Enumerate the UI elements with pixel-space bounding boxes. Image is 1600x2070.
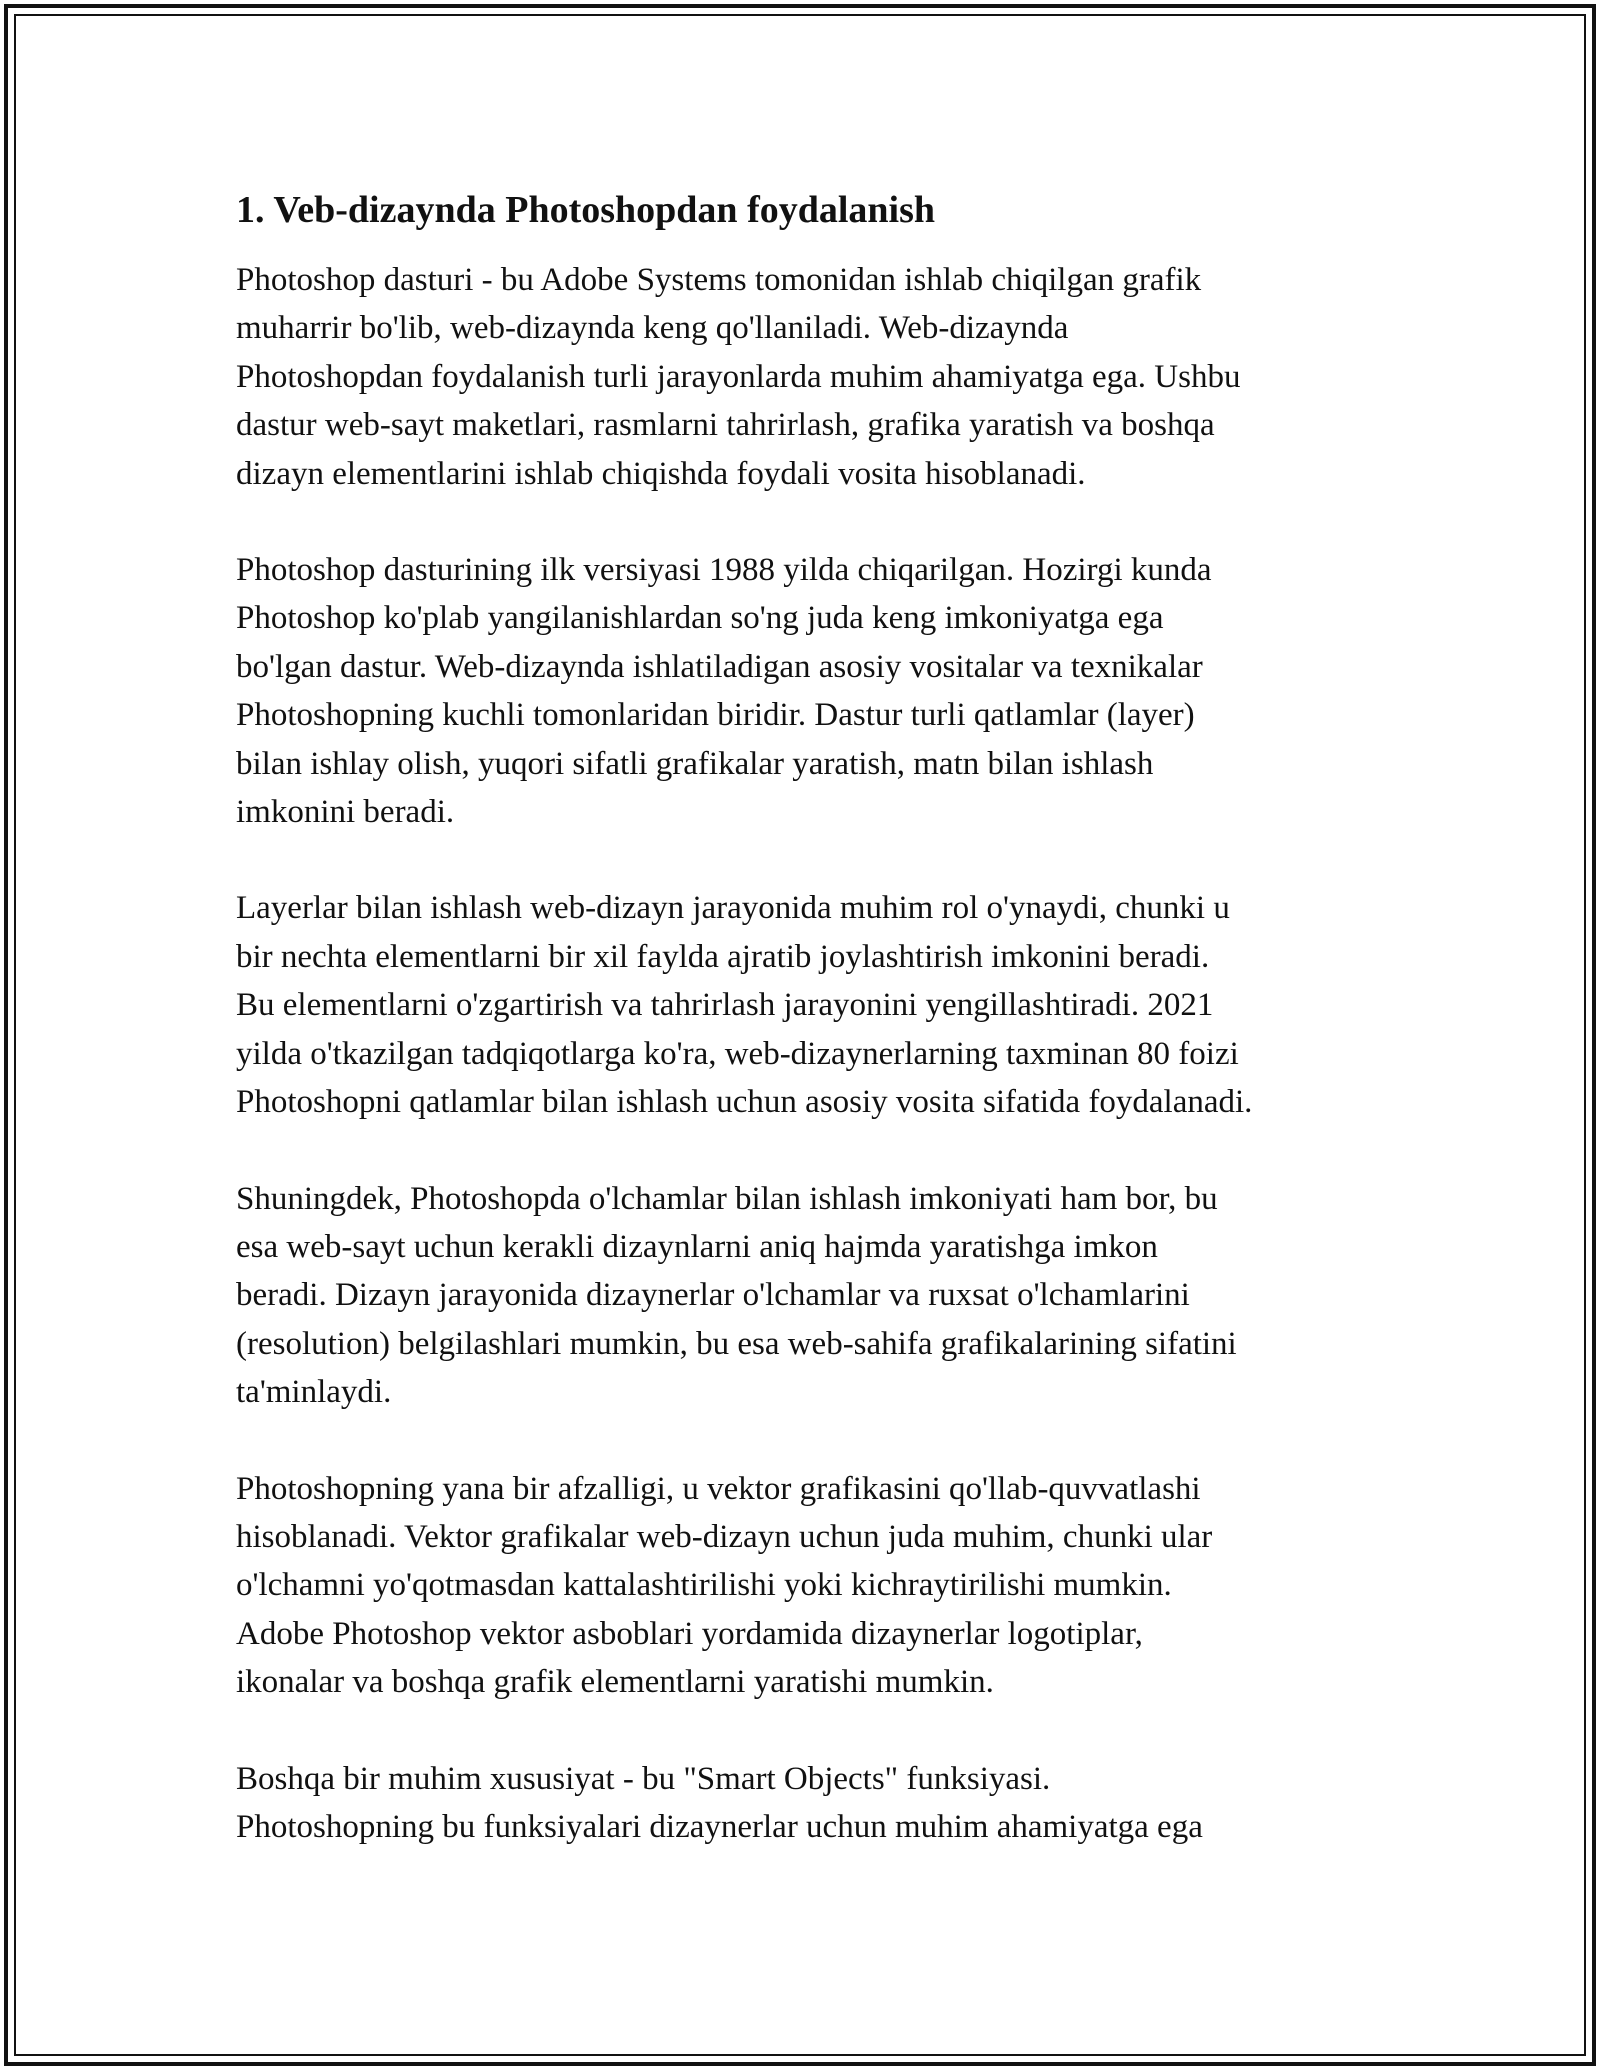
section-heading: 1. Veb-dizaynda Photoshopdan foydalanish: [236, 189, 936, 231]
paragraph: [236, 884, 1376, 1126]
paragraph-line: Bu elementlarni o'zgartirish va tahrirlash jarayonini yengillashtiradi. 2021: [236, 987, 1214, 1024]
paragraph-line: dastur web-sayt maketlari, rasmlarni tahrirlash, grafika yaratish va boshqa: [236, 407, 1215, 444]
paragraph-line: Adobe Photoshop vektor asboblari yordamida dizaynerlar logotiplar,: [236, 1615, 1143, 1652]
paragraph: [236, 1465, 1376, 1707]
paragraph-line: ta'minlaydi.: [236, 1374, 392, 1411]
paragraph: [236, 1755, 1376, 1852]
paragraph-line: bo'lgan dastur. Web-dizaynda ishlatiladigan asosiy vositalar va texnikalar: [236, 648, 1203, 685]
paragraph: [236, 546, 1376, 836]
paragraph-line: beradi. Dizayn jarayonida dizaynerlar o'lchamlar va ruxsat o'lchamlarini: [236, 1277, 1190, 1314]
paragraph-line: Layerlar bilan ishlash web-dizayn jarayonida muhim rol o'ynaydi, chunki u: [236, 890, 1230, 927]
paragraph-line: Photoshopning yana bir afzalligi, u vektor grafikasini qo'llab-quvvatlashi: [236, 1470, 1201, 1507]
paragraph-line: o'lchamni yo'qotmasdan kattalashtirilishi yoki kichraytirilishi mumkin.: [236, 1567, 1172, 1604]
paragraph-line: yilda o'tkazilgan tadqiqotlarga ko'ra, web-dizaynerlarning taxminan 80 foizi: [236, 1035, 1239, 1072]
paragraph-line: imkonini beradi.: [236, 794, 455, 831]
paragraph-line: Boshqa bir muhim xususiyat - bu "Smart Objects" funksiyasi.: [236, 1760, 1051, 1797]
paragraph-line: hisoblanadi. Vektor grafikalar web-dizayn uchun juda muhim, chunki ular: [236, 1518, 1213, 1555]
paragraph-line: muharrir bo'lib, web-dizaynda keng qo'llaniladi. Web-dizaynda: [236, 310, 1069, 347]
paragraph-line: Photoshop dasturi - bu Adobe Systems tomonidan ishlab chiqilgan grafik: [236, 262, 1202, 298]
paragraph-line: Photoshopning kuchli tomonlaridan biridir. Dastur turli qatlamlar (layer): [236, 697, 1195, 734]
paragraph-line: Photoshopdan foydalanish turli jarayonlarda muhim ahamiyatga ega. Ushbu: [236, 358, 1241, 395]
document-body: [236, 186, 1376, 1899]
paragraph-line: Photoshop dasturining ilk versiyasi 1988 yilda chiqarilgan. Hozirgi kunda: [236, 552, 1212, 589]
paragraph-line: Photoshop ko'plab yangilanishlardan so'ng juda keng imkoniyatga ega: [236, 600, 1164, 637]
paragraph: [236, 256, 1376, 498]
paragraph-line: bir nechta elementlarni bir xil faylda ajratib joylashtirish imkonini beradi.: [236, 938, 1210, 975]
paragraph-line: ikonalar va boshqa grafik elementlarni yaratishi mumkin.: [236, 1664, 994, 1701]
paragraph-line: (resolution) belgilashlari mumkin, bu esa web-sahifa grafikalarining sifatini: [236, 1325, 1237, 1362]
paragraph-line: esa web-sayt uchun kerakli dizaynlarni aniq hajmda yaratishga imkon: [236, 1228, 1158, 1265]
paragraph: [236, 1175, 1376, 1417]
paragraph-line: Photoshopning bu funksiyalari dizaynerlar uchun muhim ahamiyatga ega: [236, 1808, 1203, 1845]
paragraph-line: Shuningdek, Photoshopda o'lchamlar bilan ishlash imkoniyati ham bor, bu: [236, 1180, 1218, 1217]
paragraph-line: dizayn elementlarini ishlab chiqishda foydali vosita hisoblanadi.: [236, 455, 1086, 492]
paragraph-line: Photoshopni qatlamlar bilan ishlash uchun asosiy vosita sifatida foydalanadi.: [236, 1084, 1253, 1121]
paragraph-line: bilan ishlay olish, yuqori sifatli grafikalar yaratish, matn bilan ishlash: [236, 745, 1154, 782]
